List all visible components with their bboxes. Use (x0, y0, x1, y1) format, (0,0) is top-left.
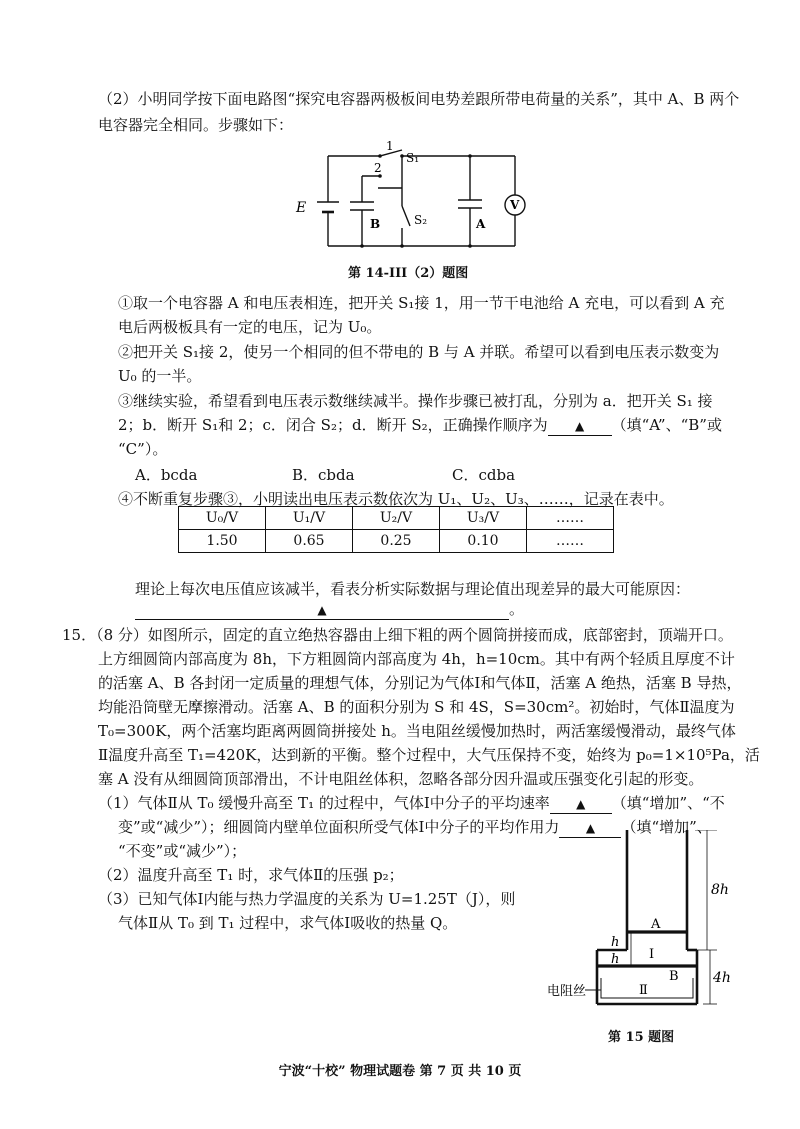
label-4h: 4h (713, 970, 731, 986)
label-2: 2 (374, 161, 382, 175)
container-diagram (545, 830, 745, 1020)
step3-line1: ③继续实验，希望看到电压表示数继续减半。操作步骤已被打乱，分别为 a．把开关 S₁ 接 (118, 392, 713, 410)
triangle-icon: ▲ (317, 603, 327, 617)
step2-line1: ②把开关 S₁接 2，使另一个相同的但不带电的 B 与 A 并联。希望可以看到电压表示数变为 (118, 343, 720, 361)
q15-line5: T₀=300K，两个活塞均距离两圆筒拼接处 h。当电阻丝缓慢加热时，两活塞缓慢滑动，最终气体 (98, 722, 736, 740)
label-1: 1 (386, 140, 394, 153)
q15-line3: 的活塞 A、B 各封闭一定质量的理想气体，分别记为气体Ⅰ和气体Ⅱ，活塞 A 绝热，活塞 B 导热， (98, 674, 742, 692)
q15-sub1-line1 (98, 792, 725, 814)
step1-line1: ①取一个电容器 A 和电压表相连，把开关 S₁接 1，用一节干电池给 A 充电，可以看到 A 充 (118, 294, 725, 312)
q15-sub1-line1-text-a: （1）气体Ⅱ从 T₀ 缓慢升高至 T₁ 的过程中，气体Ⅰ中分子的平均速率 (98, 794, 550, 812)
q15-line6: Ⅱ温度升高至 T₁=420K，达到新的平衡。整个过程中，大气压保持不变，始终为 p₀=1×10⁵Pa，活 (98, 746, 760, 764)
q15-sub1-line3: “不变”或“减少”）； (118, 842, 247, 860)
option-a[interactable]: A．bcda (135, 466, 198, 484)
triangle-icon: ▲ (575, 419, 585, 433)
circuit-caption: 第 14-III（2）题图 (348, 266, 469, 281)
part2-intro-line1: （2）小明同学按下面电路图“探究电容器两极板间电势差跟所带电荷量的关系”，其中 A、B 两个 (98, 90, 740, 108)
option-c[interactable]: C．cdba (452, 466, 516, 484)
table-header-cell: U₃/V (440, 507, 527, 530)
voltage-table (178, 506, 614, 553)
table-header-cell: U₂/V (353, 507, 440, 530)
answer-blank-order[interactable] (548, 416, 612, 436)
circuit-diagram (290, 140, 530, 252)
answer-line-reason (135, 598, 524, 620)
label-piston-b: B (669, 969, 679, 984)
triangle-icon: ▲ (576, 797, 586, 811)
step3-line2-text-b: （填“A”、“B”或 (611, 416, 722, 434)
table-cell: …… (527, 530, 614, 553)
step2-line2: U₀ 的一半。 (118, 367, 202, 385)
figure15-caption: 第 15 题图 (608, 1030, 675, 1045)
table-header-cell: U₀/V (179, 507, 266, 530)
table-header-cell: …… (527, 507, 614, 530)
q15-line1: 15．（8 分）如图所示，固定的直立绝热容器由上细下粗的两个圆筒拼接而成，底部密封，顶端开口。 (62, 626, 733, 644)
label-gas-i: Ⅰ (649, 947, 655, 962)
question-line: 理论上每次电压值应该减半，看表分析实际数据与理论值出现差异的最大可能原因： (135, 580, 691, 598)
step3-line3: “C”）。 (118, 440, 168, 458)
q15-sub1-line2-text-a: 变”或“减少”）；细圆筒内壁单位面积所受气体Ⅰ中分子的平均作用力 (118, 818, 560, 836)
q15-line4: 均能沿筒壁无摩擦滑动。活塞 A、B 的面积分别为 S 和 4S，S=30cm²。初始时，气体Ⅱ温度为 (98, 698, 735, 716)
part2-intro-line2: 电容器完全相同。步骤如下： (98, 116, 294, 134)
label-8h: 8h (711, 882, 729, 898)
label-a: A (476, 217, 486, 231)
label-e: E (296, 200, 307, 216)
table-cell: 0.65 (266, 530, 353, 553)
answer-blank-reason[interactable] (135, 600, 509, 620)
table-header-row (179, 507, 614, 530)
label-piston-a: A (651, 917, 661, 932)
answer-blank-rate[interactable] (550, 794, 612, 814)
page-footer: 宁波“十校” 物理试题卷 第 7 页 共 10 页 (278, 1064, 522, 1079)
step3-line2-text-a: 2；b．断开 S₁和 2；c．闭合 S₂；d．断开 S₂，正确操作顺序为 (118, 416, 548, 434)
label-v: V (510, 198, 520, 212)
table-row (179, 530, 614, 553)
triangle-icon: ▲ (585, 821, 596, 835)
label-gas-ii: Ⅱ (639, 983, 648, 998)
step1-line2: 电后两极板具有一定的电压，记为 U₀。 (118, 318, 382, 336)
table-cell: 1.50 (179, 530, 266, 553)
table-cell: 0.25 (353, 530, 440, 553)
step3-line2 (118, 414, 722, 436)
q15-sub3-line2: 气体Ⅱ从 T₀ 到 T₁ 过程中，求气体Ⅰ吸收的热量 Q。 (118, 914, 458, 932)
q15-sub1-line2-text-b: （填“增加”、 (621, 818, 712, 836)
table-cell: 0.10 (440, 530, 527, 553)
label-s2: S₂ (414, 213, 428, 227)
label-s1: S₁ (406, 151, 420, 165)
label-h-lower: h (611, 952, 620, 967)
q15-sub1-line1-text-b: （填“增加”、“不 (611, 794, 725, 812)
q15-sub3-line1: （3）已知气体Ⅰ内能与热力学温度的关系为 U=1.25T（J），则 (98, 890, 516, 908)
label-h-upper: h (611, 935, 620, 950)
option-b[interactable]: B．cbda (292, 466, 355, 484)
q15-sub2: （2）温度升高至 T₁ 时，求气体Ⅱ的压强 p₂； (98, 866, 404, 884)
end-mark: 。 (509, 600, 525, 618)
label-resistance-wire: 电阻丝 (547, 984, 587, 999)
label-b: B (370, 217, 381, 231)
q15-line2: 上方细圆筒内部高度为 8h，下方粗圆筒内部高度为 4h，h=10cm。其中有两个轻质且厚度不计 (98, 650, 735, 668)
table-header-cell: U₁/V (266, 507, 353, 530)
q15-line7: 塞 A 没有从细圆筒顶部滑出，不计电阻丝体积，忽略各部分因升温或压强变化引起的形变。 (98, 770, 704, 788)
step4: ④不断重复步骤③，小明读出电压表示数依次为 U₁、U₂、U₃、……，记录在表中。 (118, 490, 674, 508)
